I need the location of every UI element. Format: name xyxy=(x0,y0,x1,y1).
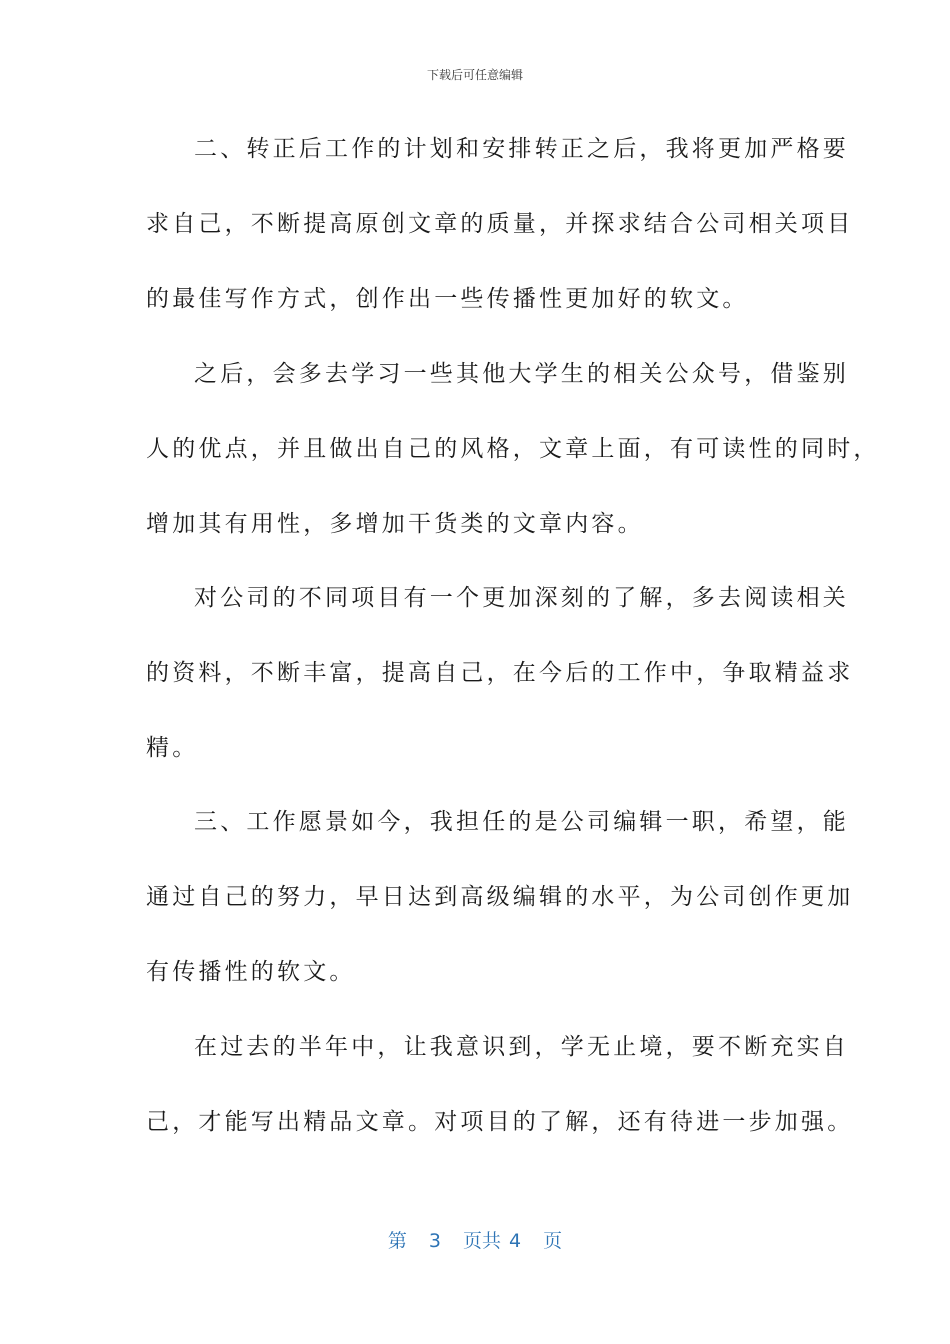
paragraph-5-line-1: 在过去的半年中，让我意识到，学无止境，要不断充实自 xyxy=(194,1034,849,1060)
paragraph-3-line-3: 精。 xyxy=(146,735,199,761)
paragraph-4-line-1: 三、工作愿景如今，我担任的是公司编辑一职，希望，能 xyxy=(194,809,849,835)
paragraph-1-line-1: 二、转正后工作的计划和安排转正之后，我将更加严格要 xyxy=(194,136,849,162)
footer-total-pages: 4 xyxy=(509,1230,522,1252)
paragraph-1-line-2: 求自己，不断提高原创文章的质量，并探求结合公司相关项目 xyxy=(146,211,854,237)
paragraph-3-line-2: 的资料，不断丰富，提高自己，在今后的工作中，争取精益求 xyxy=(146,660,854,686)
footer-middle: 页共 xyxy=(462,1230,501,1252)
page-footer xyxy=(0,1226,950,1253)
paragraph-4-line-2: 通过自己的努力，早日达到高级编辑的水平，为公司创作更加 xyxy=(146,884,854,910)
paragraph-3-line-1: 对公司的不同项目有一个更加深刻的了解，多去阅读相关 xyxy=(194,585,849,611)
paragraph-5-line-2: 己，才能写出精品文章。对项目的了解，还有待进一步加强。 xyxy=(146,1109,854,1135)
paragraph-2-line-3: 增加其有用性，多增加干货类的文章内容。 xyxy=(146,511,644,537)
footer-prefix: 第 xyxy=(387,1230,407,1252)
header-note: 下载后可任意编辑 xyxy=(426,68,523,82)
footer-current-page: 3 xyxy=(428,1230,441,1252)
paragraph-2-line-2: 人的优点，并且做出自己的风格，文章上面，有可读性的同时， xyxy=(146,436,880,462)
paragraph-2-line-1: 之后，会多去学习一些其他大学生的相关公众号，借鉴别 xyxy=(194,361,849,387)
paragraph-1-line-3: 的最佳写作方式，创作出一些传播性更加好的软文。 xyxy=(146,286,749,312)
footer-suffix: 页 xyxy=(543,1230,563,1252)
paragraph-4-line-3: 有传播性的软文。 xyxy=(146,959,356,985)
